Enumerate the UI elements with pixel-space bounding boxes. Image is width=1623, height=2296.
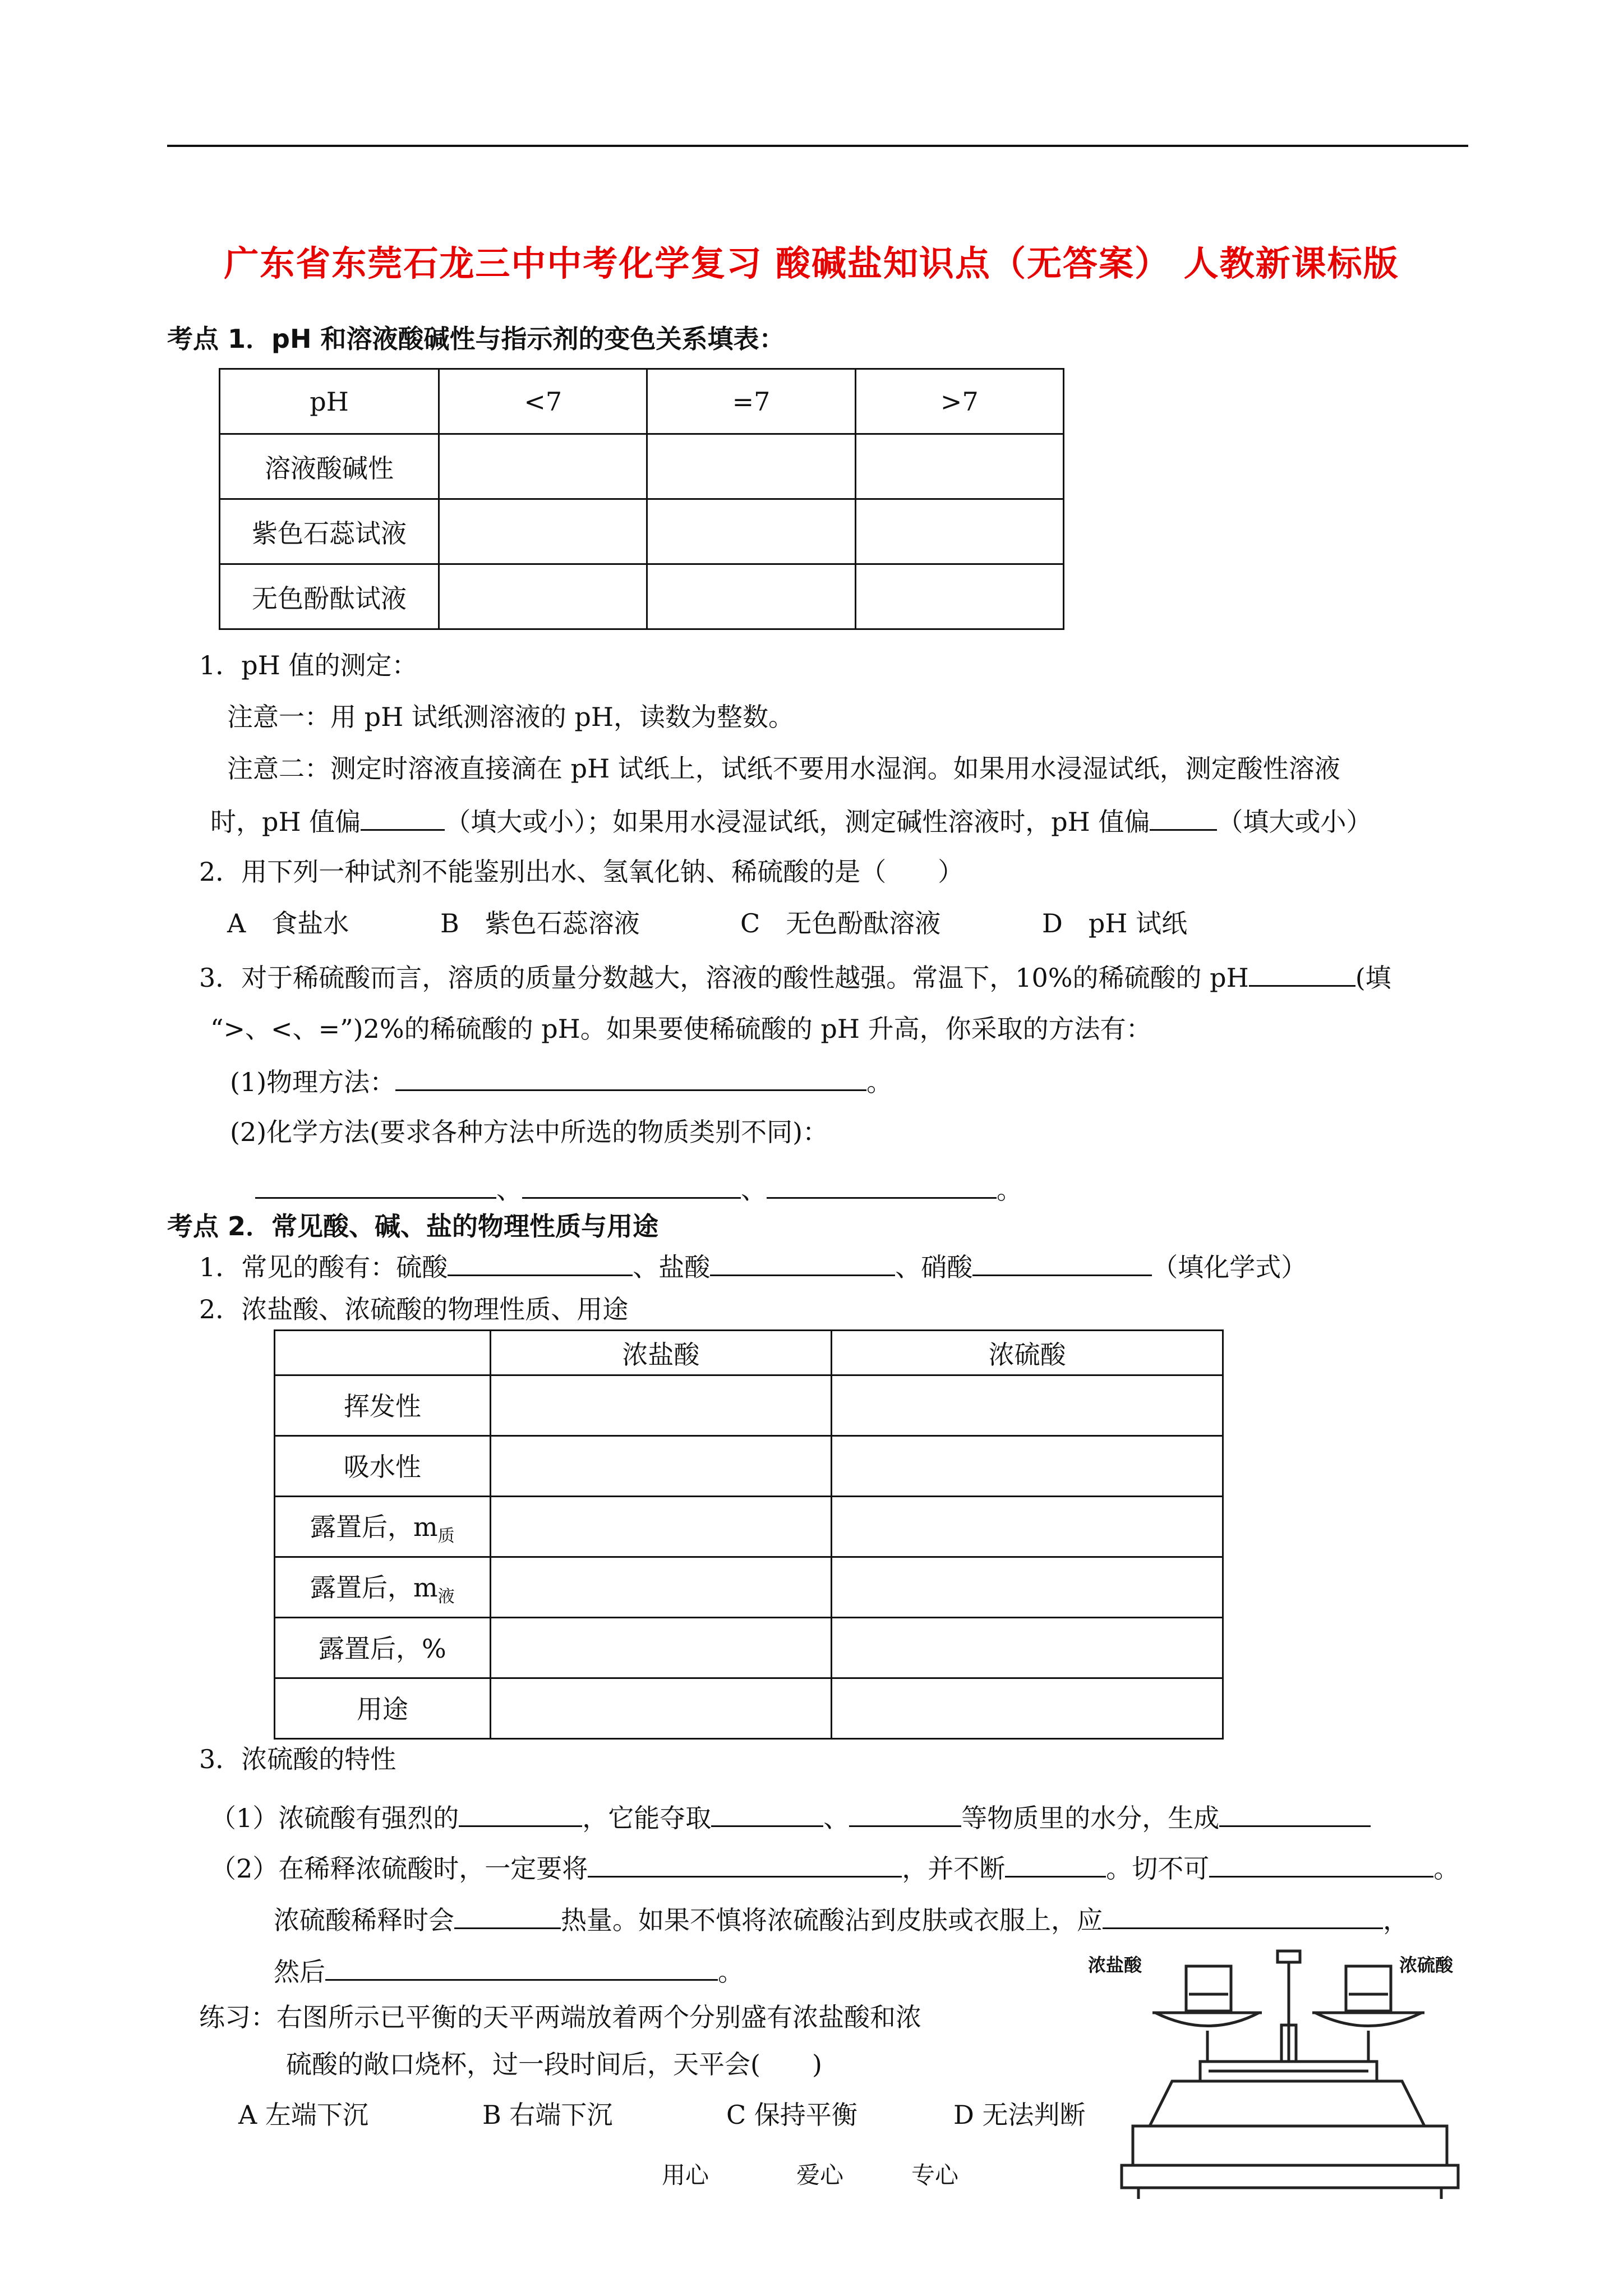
s2-q2-title: 2．浓盐酸、浓硫酸的物理性质、用途	[199, 1294, 629, 1324]
ph-indicator-table	[219, 368, 1064, 630]
q1-note2-line1: 注意二：测定时溶液直接滴在 pH 试纸上，试纸不要用水湿润。如果用水浸湿试纸，测定酸性溶液	[227, 753, 1340, 784]
balance-figure	[1088, 1941, 1481, 2205]
answer-blank[interactable]	[1005, 1851, 1106, 1878]
q3-line1	[199, 960, 1391, 993]
q2-option-b[interactable]: B 紫色石蕊溶液	[440, 908, 640, 938]
answer-blank[interactable]	[1103, 1903, 1383, 1929]
table-row	[220, 499, 1064, 564]
text: 1．常见的酸有：硫酸	[199, 1252, 448, 1282]
answer-blank[interactable]	[448, 1250, 633, 1276]
row-label-sub: 液	[437, 1587, 455, 1607]
exercise-line2: 硫酸的敞口烧杯，过一段时间后，天平会( )	[286, 2049, 822, 2079]
table-row	[220, 434, 1064, 499]
q1-note1: 注意一：用 pH 试纸测溶液的 pH，读数为整数。	[227, 702, 794, 732]
answer-cell[interactable]	[439, 434, 647, 499]
text: ，并不断	[902, 1853, 1006, 1884]
footer-text: 专心	[911, 2161, 959, 2189]
answer-blank[interactable]	[522, 1172, 741, 1199]
exercise-option-d[interactable]: D 无法判断	[953, 2100, 1086, 2130]
row-label	[275, 1618, 491, 1678]
q3-physical-method	[230, 1065, 892, 1098]
answer-cell[interactable]	[490, 1618, 832, 1678]
text: 热量。如果不慎将浓硫酸沾到皮肤或衣服上，应	[561, 1905, 1103, 1935]
answer-blank[interactable]	[1219, 1801, 1371, 1827]
row-label-sub: 质	[437, 1526, 455, 1546]
table-header-cell: >7	[855, 369, 1063, 434]
table-row	[275, 1436, 1223, 1497]
table-header-cell: =7	[647, 369, 855, 434]
text: (填	[1355, 963, 1391, 993]
q3-line2: “>、<、=”)2%的稀硫酸的 pH。如果要使稀硫酸的 pH 升高，你采取的方法有：	[210, 1014, 1152, 1044]
text: 。	[718, 1957, 744, 1987]
answer-blank[interactable]	[361, 804, 445, 831]
figure-label-right: 浓硫酸	[1399, 1954, 1454, 1976]
q1-title: 1．pH 值的测定：	[199, 650, 418, 680]
row-label: 无色酚酞试液	[220, 564, 439, 629]
text: 、	[823, 1803, 850, 1833]
row-label-text: 用途	[356, 1694, 408, 1724]
table-row	[275, 1618, 1223, 1678]
answer-blank[interactable]	[710, 1250, 895, 1276]
answer-cell[interactable]	[647, 564, 855, 629]
text: 、	[496, 1175, 522, 1205]
table-row	[275, 1557, 1223, 1618]
answer-cell[interactable]	[439, 564, 647, 629]
answer-blank[interactable]	[588, 1851, 902, 1878]
text: 。	[1433, 1853, 1460, 1884]
answer-blank[interactable]	[849, 1801, 961, 1827]
s2-q3-item2-cont	[274, 1903, 1409, 1936]
row-label	[275, 1557, 491, 1618]
s2-q3-item2	[210, 1851, 1459, 1884]
row-label-text: 露置后，%	[318, 1633, 446, 1664]
answer-cell[interactable]	[647, 499, 855, 564]
text: （填大或小）	[1217, 807, 1372, 837]
text: （填化学式）	[1152, 1252, 1307, 1282]
q2-option-a[interactable]: A 食盐水	[227, 908, 349, 938]
s2-q3-item1	[210, 1801, 1371, 1834]
table-header-cell: 浓盐酸	[490, 1331, 832, 1375]
text: 。	[866, 1067, 893, 1097]
answer-cell[interactable]	[832, 1436, 1223, 1497]
answer-cell[interactable]	[855, 499, 1063, 564]
text: 。	[997, 1175, 1022, 1205]
section-2-heading: 考点 2．常见酸、碱、盐的物理性质与用途	[167, 1211, 659, 1241]
answer-cell[interactable]	[832, 1678, 1223, 1739]
answer-cell[interactable]	[832, 1497, 1223, 1557]
table-header-cell	[275, 1331, 491, 1375]
text: 、	[741, 1175, 767, 1205]
s2-q1	[199, 1250, 1307, 1283]
text: 3．对于稀硫酸而言，溶质的质量分数越大，溶液的酸性越强。常温下，10%的稀硫酸的 pH	[199, 963, 1249, 993]
answer-blank[interactable]	[972, 1250, 1152, 1276]
answer-blank[interactable]	[1150, 804, 1217, 831]
exercise-option-c[interactable]: C 保持平衡	[726, 2100, 857, 2130]
answer-blank[interactable]	[1249, 960, 1355, 987]
table-row	[275, 1678, 1223, 1739]
row-label: 紫色石蕊试液	[220, 499, 439, 564]
answer-cell[interactable]	[855, 434, 1063, 499]
row-label	[275, 1375, 491, 1436]
row-label-text: 露置后，m	[310, 1572, 438, 1603]
answer-cell[interactable]	[832, 1557, 1223, 1618]
answer-cell[interactable]	[832, 1375, 1223, 1436]
table-row	[275, 1375, 1223, 1436]
q2-title: 2．用下列一种试剂不能鉴别出水、氢氧化钠、稀硫酸的是（ ）	[199, 857, 964, 887]
acid-properties-table	[274, 1329, 1224, 1740]
text: 。切不可	[1106, 1853, 1210, 1884]
row-label	[275, 1497, 491, 1557]
answer-cell[interactable]	[647, 434, 855, 499]
answer-cell[interactable]	[490, 1678, 832, 1739]
answer-blank[interactable]	[1209, 1851, 1433, 1878]
q1-note2-line2	[210, 804, 1372, 838]
table-row	[220, 564, 1064, 629]
row-label-text: 吸水性	[343, 1451, 421, 1482]
answer-blank[interactable]	[454, 1903, 561, 1929]
balance-scale-icon	[1088, 1941, 1481, 2205]
text: (1)物理方法：	[230, 1067, 396, 1097]
exercise-option-b[interactable]: B 右端下沉	[482, 2100, 613, 2130]
table-header-cell: <7	[439, 369, 647, 434]
table-row	[275, 1497, 1223, 1557]
row-label: 溶液酸碱性	[220, 434, 439, 499]
row-label	[275, 1678, 491, 1739]
answer-cell[interactable]	[855, 564, 1063, 629]
answer-blank[interactable]	[711, 1801, 823, 1827]
text: 、盐酸	[633, 1252, 711, 1282]
answer-blank[interactable]	[255, 1172, 496, 1199]
answer-blank[interactable]	[395, 1065, 866, 1091]
table-header-cell: pH	[220, 369, 439, 434]
footer-text: 用心	[662, 2161, 709, 2189]
text: （1）浓硫酸有强烈的	[210, 1803, 459, 1833]
answer-cell[interactable]	[490, 1557, 832, 1618]
answer-blank[interactable]	[767, 1172, 997, 1199]
answer-cell[interactable]	[490, 1497, 832, 1557]
footer-text: 爱心	[796, 2161, 844, 2189]
answer-cell[interactable]	[832, 1618, 1223, 1678]
table-header-cell: 浓硫酸	[832, 1331, 1223, 1375]
section-1-heading: 考点 1．pH 和溶液酸碱性与指示剂的变色关系填表：	[167, 324, 785, 354]
answer-cell[interactable]	[490, 1375, 832, 1436]
q2-option-c[interactable]: C 无色酚酞溶液	[740, 908, 941, 938]
text: 然后	[274, 1957, 325, 1987]
row-label-text: 挥发性	[343, 1391, 421, 1421]
text: 浓硫酸稀释时会	[274, 1905, 454, 1935]
figure-label-left: 浓盐酸	[1088, 1954, 1142, 1976]
text: 等物质里的水分，生成	[961, 1803, 1220, 1833]
q2-option-d[interactable]: D pH 试纸	[1042, 908, 1188, 938]
answer-blank[interactable]	[325, 1954, 718, 1981]
exercise-option-a[interactable]: A 左端下沉	[238, 2100, 368, 2130]
text: 、硝酸	[895, 1252, 973, 1282]
text: 时，pH 值偏	[210, 807, 361, 837]
answer-cell[interactable]	[490, 1436, 832, 1497]
exercise-line1: 练习：右图所示已平衡的天平两端放着两个分别盛有浓盐酸和浓	[199, 2002, 921, 2032]
table-header-row	[275, 1331, 1223, 1375]
text: ，它能夺取	[582, 1803, 712, 1833]
page-title: 广东省东莞石龙三中中考化学复习 酸碱盐知识点（无答案） 人教新课标版	[224, 243, 1399, 284]
text: ，	[1383, 1905, 1409, 1935]
row-label-text: 露置后，m	[310, 1512, 438, 1542]
row-label	[275, 1436, 491, 1497]
text: （2）在稀释浓硫酸时，一定要将	[210, 1853, 588, 1884]
table-header-row	[220, 369, 1064, 434]
header-rule	[167, 145, 1468, 147]
s2-q3-item2-end	[274, 1954, 744, 1987]
answer-blank[interactable]	[459, 1801, 582, 1827]
q3-chemical-method: (2)化学方法(要求各种方法中所选的物质类别不同)：	[230, 1117, 829, 1147]
s2-q3-title: 3．浓硫酸的特性	[199, 1744, 396, 1774]
q3-chemical-blanks	[255, 1172, 1022, 1205]
text: （填大或小）；如果用水浸湿试纸，测定碱性溶液时，pH 值偏	[445, 807, 1150, 837]
answer-cell[interactable]	[439, 499, 647, 564]
